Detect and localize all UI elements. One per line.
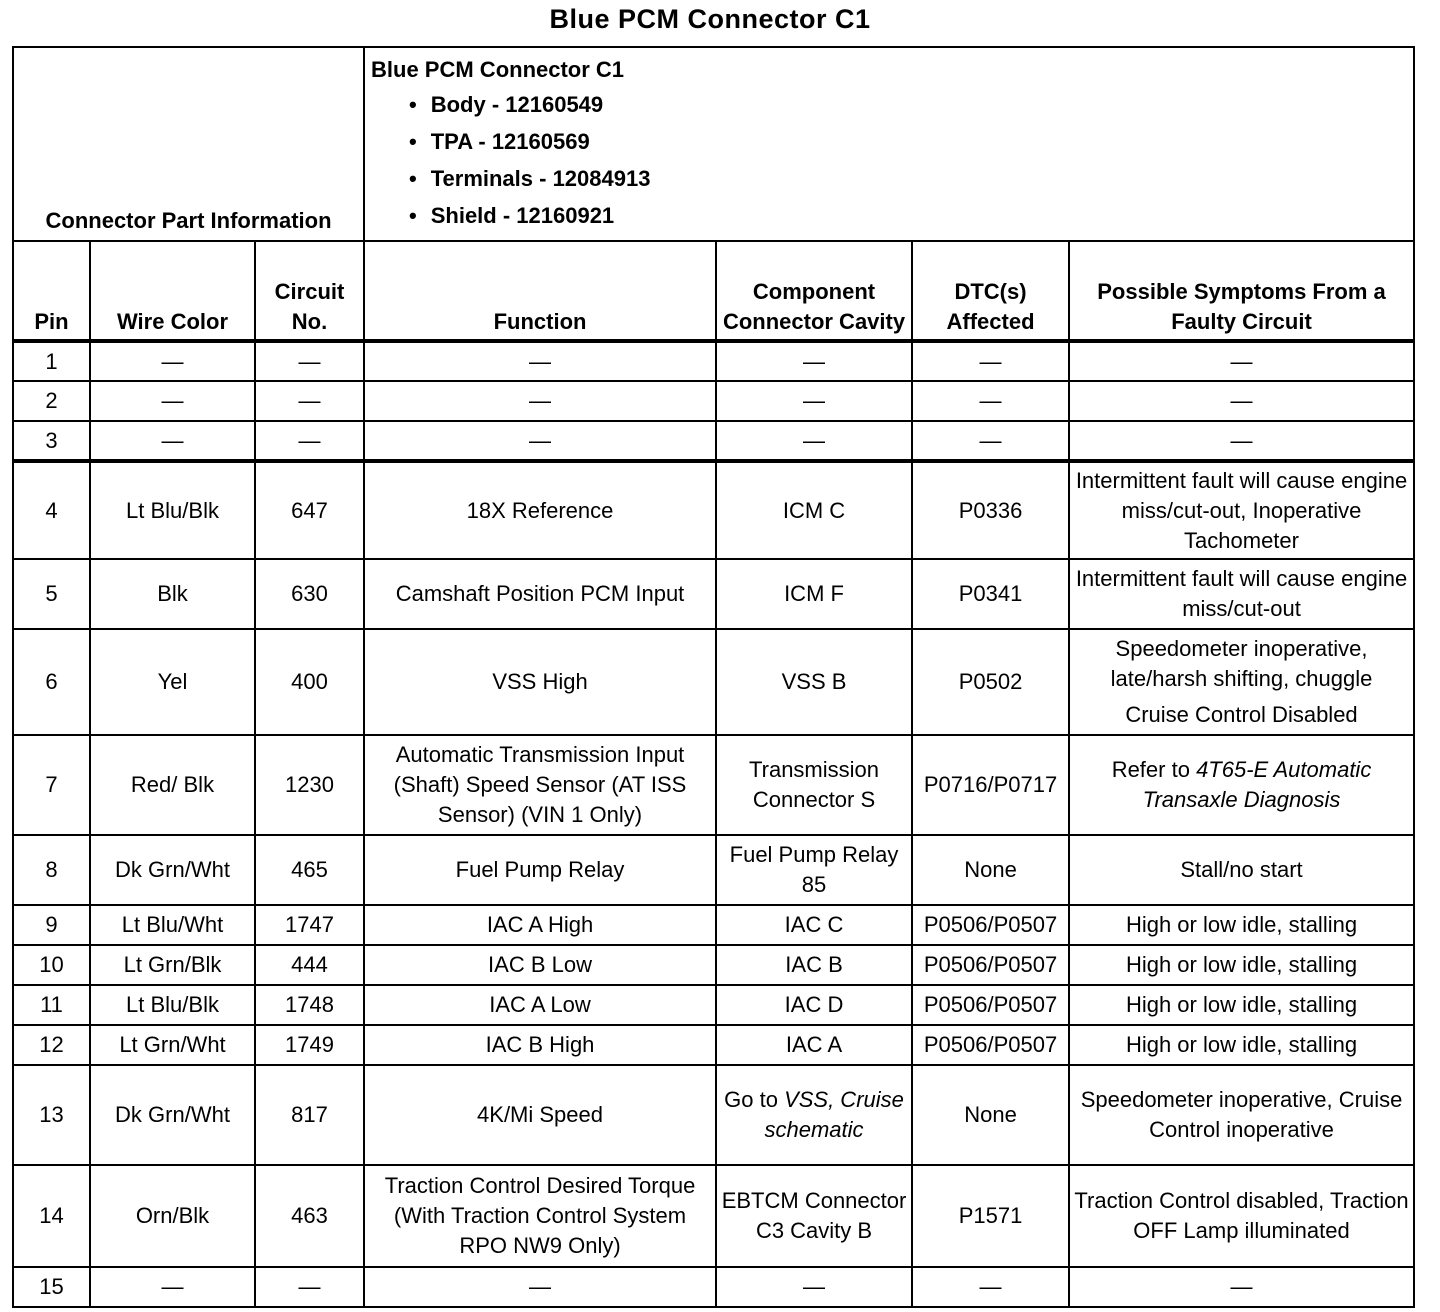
table-row <box>13 1065 1414 1165</box>
symptoms-cell: — <box>1069 381 1414 421</box>
connector-info-label: Connector Part Information <box>13 47 364 241</box>
symptoms-cell: — <box>1069 421 1414 461</box>
wire-color-cell: Lt Blu/Blk <box>90 985 255 1025</box>
pin-cell: 6 <box>13 629 90 735</box>
part-body: • Body - 12160549 <box>409 86 1407 123</box>
circuit-cell: 630 <box>255 559 364 629</box>
cavity-cell: — <box>716 421 912 461</box>
function-cell: Fuel Pump Relay <box>364 835 716 905</box>
wire-color-cell: Dk Grn/Wht <box>90 835 255 905</box>
header-symptoms: Possible Symptoms From a Faulty Circuit <box>1069 241 1414 341</box>
cavity-cell: — <box>716 341 912 381</box>
symptoms-cell: — <box>1069 1267 1414 1307</box>
pin-cell: 15 <box>13 1267 90 1307</box>
circuit-cell: — <box>255 1267 364 1307</box>
table-row <box>13 835 1414 905</box>
cavity-cell: VSS B <box>716 629 912 735</box>
symptoms-cell: High or low idle, stalling <box>1069 1025 1414 1065</box>
circuit-cell: 817 <box>255 1065 364 1165</box>
circuit-cell: — <box>255 421 364 461</box>
table-row <box>13 629 1414 735</box>
table-row <box>13 1025 1414 1065</box>
pin-cell: 8 <box>13 835 90 905</box>
header-circuit: Circuit No. <box>255 241 364 341</box>
symptoms-text-secondary: Cruise Control Disabled <box>1125 702 1358 727</box>
part-tpa: • TPA - 12160569 <box>409 123 1407 160</box>
circuit-cell: 444 <box>255 945 364 985</box>
symptoms-cell: Intermittent fault will cause engine miss/cut-out, Inoperative Tachometer <box>1069 461 1414 559</box>
pin-table <box>12 46 1415 1308</box>
pin-cell: 14 <box>13 1165 90 1267</box>
dtc-cell: P0336 <box>912 461 1069 559</box>
wire-color-cell: Lt Blu/Blk <box>90 461 255 559</box>
dtc-cell: P0341 <box>912 559 1069 629</box>
pin-cell: 12 <box>13 1025 90 1065</box>
pin-cell: 5 <box>13 559 90 629</box>
wire-color-cell: Lt Grn/Blk <box>90 945 255 985</box>
function-cell: — <box>364 421 716 461</box>
dtc-cell: P1571 <box>912 1165 1069 1267</box>
table-row <box>13 461 1414 559</box>
wire-color-cell: Lt Grn/Wht <box>90 1025 255 1065</box>
symptoms-cell: Stall/no start <box>1069 835 1414 905</box>
symptoms-text: Speedometer inoperative, late/harsh shifting, chuggle <box>1110 636 1373 691</box>
part-shield: • Shield - 12160921 <box>409 197 1407 234</box>
function-cell: — <box>364 1267 716 1307</box>
cavity-cell: Fuel Pump Relay 85 <box>716 835 912 905</box>
table-row <box>13 381 1414 421</box>
function-cell: 4K/Mi Speed <box>364 1065 716 1165</box>
wire-color-cell: Red/ Blk <box>90 735 255 835</box>
wire-color-cell: Blk <box>90 559 255 629</box>
header-wire-color: Wire Color <box>90 241 255 341</box>
header-cavity: Component Connector Cavity <box>716 241 912 341</box>
function-cell: Camshaft Position PCM Input <box>364 559 716 629</box>
circuit-cell: — <box>255 381 364 421</box>
function-cell: IAC A Low <box>364 985 716 1025</box>
symptoms-cell: High or low idle, stalling <box>1069 945 1414 985</box>
dtc-cell: P0506/P0507 <box>912 985 1069 1025</box>
symptoms-prefix: Refer to <box>1111 757 1197 782</box>
connector-info-title: Blue PCM Connector C1 <box>371 57 625 82</box>
table-row <box>13 985 1414 1025</box>
function-cell: IAC A High <box>364 905 716 945</box>
wire-color-cell: Dk Grn/Wht <box>90 1065 255 1165</box>
dtc-cell: P0506/P0507 <box>912 905 1069 945</box>
cavity-prefix: Go to <box>724 1087 785 1112</box>
function-cell: Traction Control Desired Torque (With Traction Control System RPO NW9 Only) <box>364 1165 716 1267</box>
symptoms-cell: High or low idle, stalling <box>1069 985 1414 1025</box>
symptoms-cell: Traction Control disabled, Traction OFF Lamp illuminated <box>1069 1165 1414 1267</box>
circuit-cell: 647 <box>255 461 364 559</box>
header-pin: Pin <box>13 241 90 341</box>
part-terminals: • Terminals - 12084913 <box>409 160 1407 197</box>
circuit-cell: 1230 <box>255 735 364 835</box>
table-row <box>13 905 1414 945</box>
table-row <box>13 945 1414 985</box>
cavity-cell: IAC D <box>716 985 912 1025</box>
page-title: Blue PCM Connector C1 <box>549 4 871 34</box>
dtc-cell: P0506/P0507 <box>912 945 1069 985</box>
symptoms-cell: — <box>1069 341 1414 381</box>
cavity-reference: VSS, Cruise schematic <box>764 1087 904 1142</box>
wire-color-cell: Lt Blu/Wht <box>90 905 255 945</box>
connector-info-row <box>13 47 1414 241</box>
cavity-cell: IAC C <box>716 905 912 945</box>
dtc-cell: None <box>912 1065 1069 1165</box>
dtc-cell: — <box>912 1267 1069 1307</box>
function-cell: — <box>364 381 716 421</box>
wire-color-cell: — <box>90 381 255 421</box>
header-dtc: DTC(s) Affected <box>912 241 1069 341</box>
pin-cell: 11 <box>13 985 90 1025</box>
dtc-cell: P0502 <box>912 629 1069 735</box>
circuit-cell: 1748 <box>255 985 364 1025</box>
cavity-cell: IAC A <box>716 1025 912 1065</box>
symptoms-cell: Speedometer inoperative, Cruise Control inoperative <box>1069 1065 1414 1165</box>
wire-color-cell: Orn/Blk <box>90 1165 255 1267</box>
circuit-cell: 1749 <box>255 1025 364 1065</box>
function-cell: IAC B High <box>364 1025 716 1065</box>
pin-cell: 7 <box>13 735 90 835</box>
header-function: Function <box>364 241 716 341</box>
dtc-cell: — <box>912 341 1069 381</box>
cavity-cell: — <box>716 381 912 421</box>
wire-color-cell: — <box>90 1267 255 1307</box>
table-row <box>13 421 1414 461</box>
pin-cell: 3 <box>13 421 90 461</box>
dtc-cell: — <box>912 381 1069 421</box>
cavity-cell: ICM F <box>716 559 912 629</box>
pin-cell: 4 <box>13 461 90 559</box>
connector-parts-list <box>371 86 1407 234</box>
pin-cell: 13 <box>13 1065 90 1165</box>
dtc-cell: None <box>912 835 1069 905</box>
circuit-cell: 465 <box>255 835 364 905</box>
symptoms-cell <box>1069 629 1414 735</box>
function-cell: — <box>364 341 716 381</box>
circuit-cell: 1747 <box>255 905 364 945</box>
pin-cell: 10 <box>13 945 90 985</box>
symptoms-cell: Intermittent fault will cause engine miss/cut-out <box>1069 559 1414 629</box>
table-row <box>13 1165 1414 1267</box>
symptoms-reference: 4T65-E Automatic Transaxle Diagnosis <box>1142 757 1372 812</box>
pin-cell: 1 <box>13 341 90 381</box>
function-cell: VSS High <box>364 629 716 735</box>
circuit-cell: 463 <box>255 1165 364 1267</box>
cavity-cell: IAC B <box>716 945 912 985</box>
cavity-cell: ICM C <box>716 461 912 559</box>
pin-cell: 2 <box>13 381 90 421</box>
cavity-cell: EBTCM Connector C3 Cavity B <box>716 1165 912 1267</box>
table-row <box>13 735 1414 835</box>
symptoms-cell: High or low idle, stalling <box>1069 905 1414 945</box>
wire-color-cell: Yel <box>90 629 255 735</box>
wire-color-cell: — <box>90 341 255 381</box>
cavity-cell <box>716 1065 912 1165</box>
table-row <box>13 1267 1414 1307</box>
column-header-row <box>13 241 1414 341</box>
table-row <box>13 341 1414 381</box>
table-row <box>13 559 1414 629</box>
function-cell: 18X Reference <box>364 461 716 559</box>
cavity-cell: Transmission Connector S <box>716 735 912 835</box>
cavity-cell: — <box>716 1267 912 1307</box>
symptoms-cell <box>1069 735 1414 835</box>
circuit-cell: — <box>255 341 364 381</box>
function-cell: Automatic Transmission Input (Shaft) Speed Sensor (AT ISS Sensor) (VIN 1 Only) <box>364 735 716 835</box>
circuit-cell: 400 <box>255 629 364 735</box>
dtc-cell: P0716/P0717 <box>912 735 1069 835</box>
connector-info-cell <box>364 47 1414 241</box>
dtc-cell: — <box>912 421 1069 461</box>
dtc-cell: P0506/P0507 <box>912 1025 1069 1065</box>
wire-color-cell: — <box>90 421 255 461</box>
pin-cell: 9 <box>13 905 90 945</box>
function-cell: IAC B Low <box>364 945 716 985</box>
